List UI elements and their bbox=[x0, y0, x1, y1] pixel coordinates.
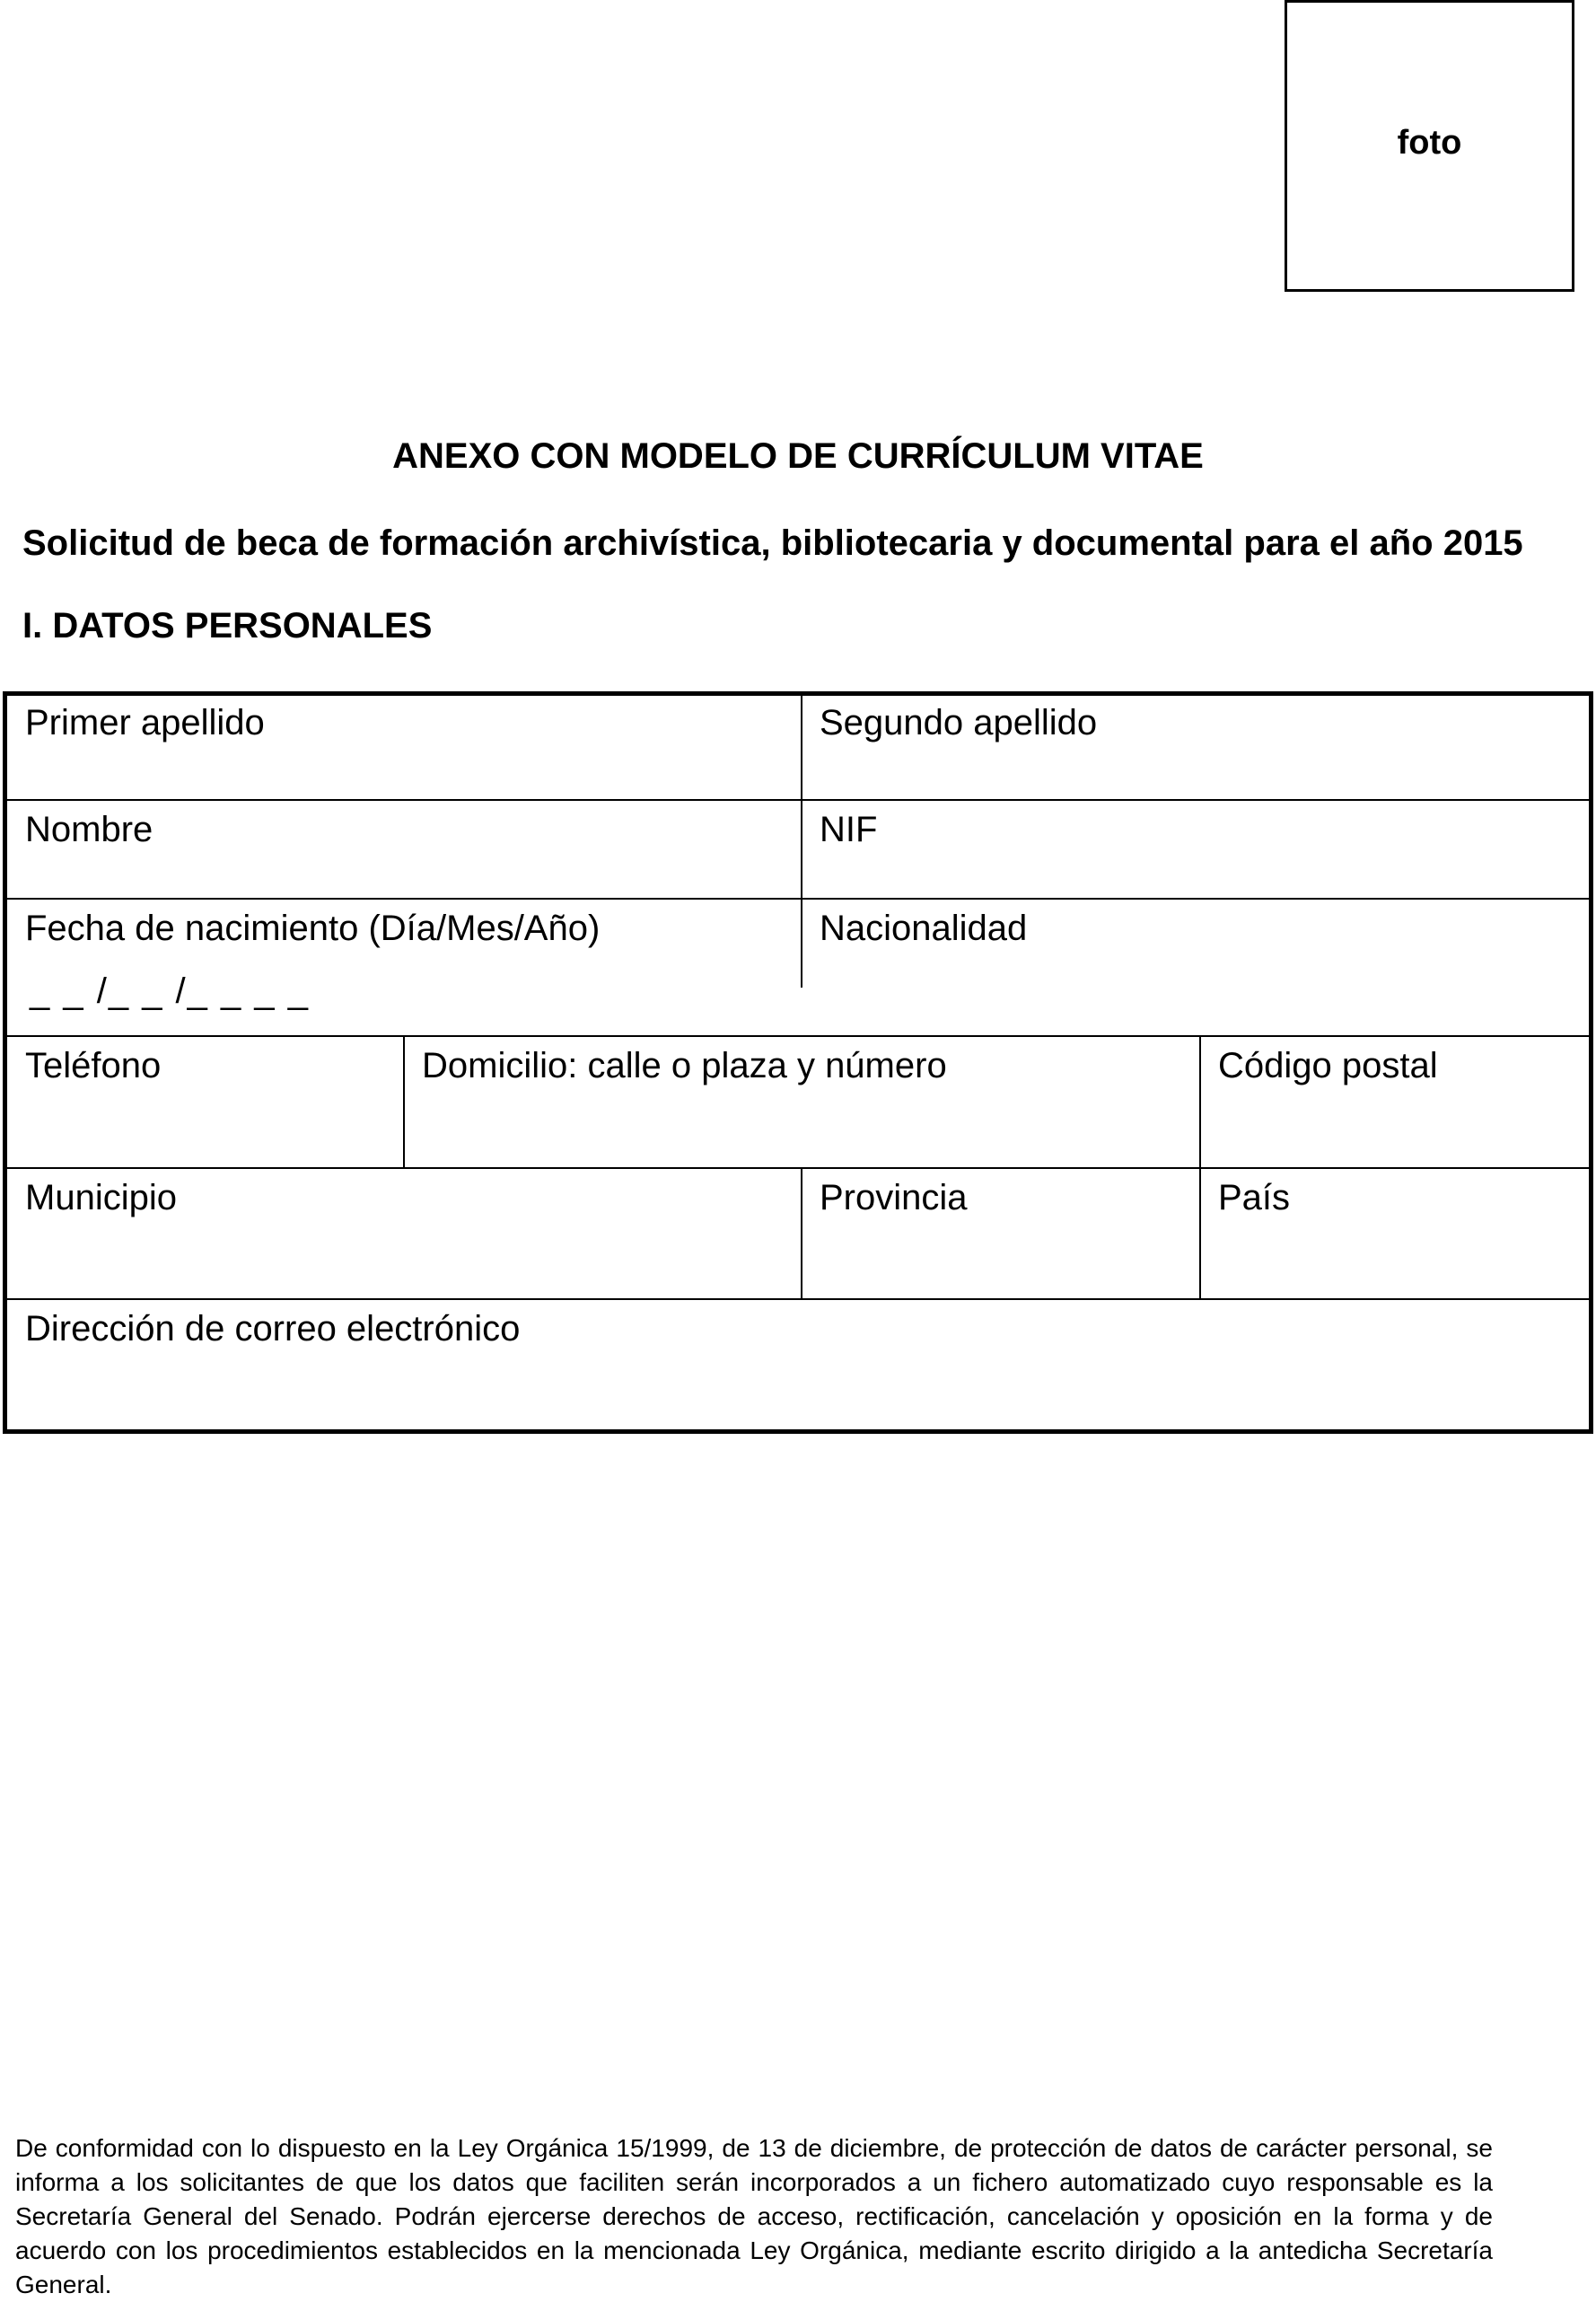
column-divider bbox=[801, 696, 802, 988]
document-title: ANEXO CON MODELO DE CURRÍCULUM VITAE bbox=[392, 436, 1204, 476]
field-pais: País bbox=[1218, 1178, 1291, 1217]
row-divider bbox=[7, 799, 1589, 801]
personal-data-table bbox=[3, 691, 1593, 1434]
field-domicilio: Domicilio: calle o plaza y número bbox=[422, 1046, 947, 1085]
field-nif: NIF bbox=[820, 810, 878, 849]
field-telefono: Teléfono bbox=[25, 1046, 162, 1085]
data-protection-notice: De conformidad con lo dispuesto en la Ley Orgánica 15/1999, de 13 de diciembre, de protección de datos de carácter personal, se informa a los solicitantes de que los datos que faciliten serán incorporados a un fichero automatizado cuyo responsable es la Secretaría General del Senado. Podrán ejercerse derechos de acceso, rectificación, cancelación y oposición en la forma y de acuerdo con los procedimientos establecidos en la mencionada Ley Orgánica, mediante escrito dirigido a la antedicha Secretaría General. bbox=[15, 2134, 1493, 2298]
row-divider bbox=[7, 1035, 1589, 1037]
date-input-mask[interactable]: _ _ /_ _ /_ _ _ _ bbox=[30, 971, 310, 1011]
photo-box bbox=[1285, 0, 1574, 292]
field-municipio: Municipio bbox=[25, 1178, 177, 1217]
row-divider bbox=[7, 898, 1589, 900]
column-divider bbox=[801, 1167, 802, 1298]
field-correo-electronico: Dirección de correo electrónico bbox=[25, 1309, 521, 1349]
row-divider bbox=[7, 1167, 1589, 1169]
column-divider bbox=[1199, 1167, 1201, 1298]
field-provincia: Provincia bbox=[820, 1178, 968, 1217]
photo-label: foto bbox=[1397, 124, 1462, 162]
field-nacionalidad: Nacionalidad bbox=[820, 909, 1028, 948]
field-nombre: Nombre bbox=[25, 810, 153, 849]
document-subtitle: Solicitud de beca de formación archivística, bibliotecaria y documental para el año 2015 bbox=[22, 523, 1523, 563]
column-divider bbox=[1199, 1035, 1201, 1167]
column-divider bbox=[403, 1035, 405, 1167]
field-codigo-postal: Código postal bbox=[1218, 1046, 1438, 1085]
field-segundo-apellido: Segundo apellido bbox=[820, 703, 1098, 742]
field-fecha-nacimiento: Fecha de nacimiento (Día/Mes/Año) bbox=[25, 909, 601, 948]
field-primer-apellido: Primer apellido bbox=[25, 703, 265, 742]
row-divider bbox=[7, 1298, 1589, 1300]
section-heading: I. DATOS PERSONALES bbox=[22, 606, 433, 646]
